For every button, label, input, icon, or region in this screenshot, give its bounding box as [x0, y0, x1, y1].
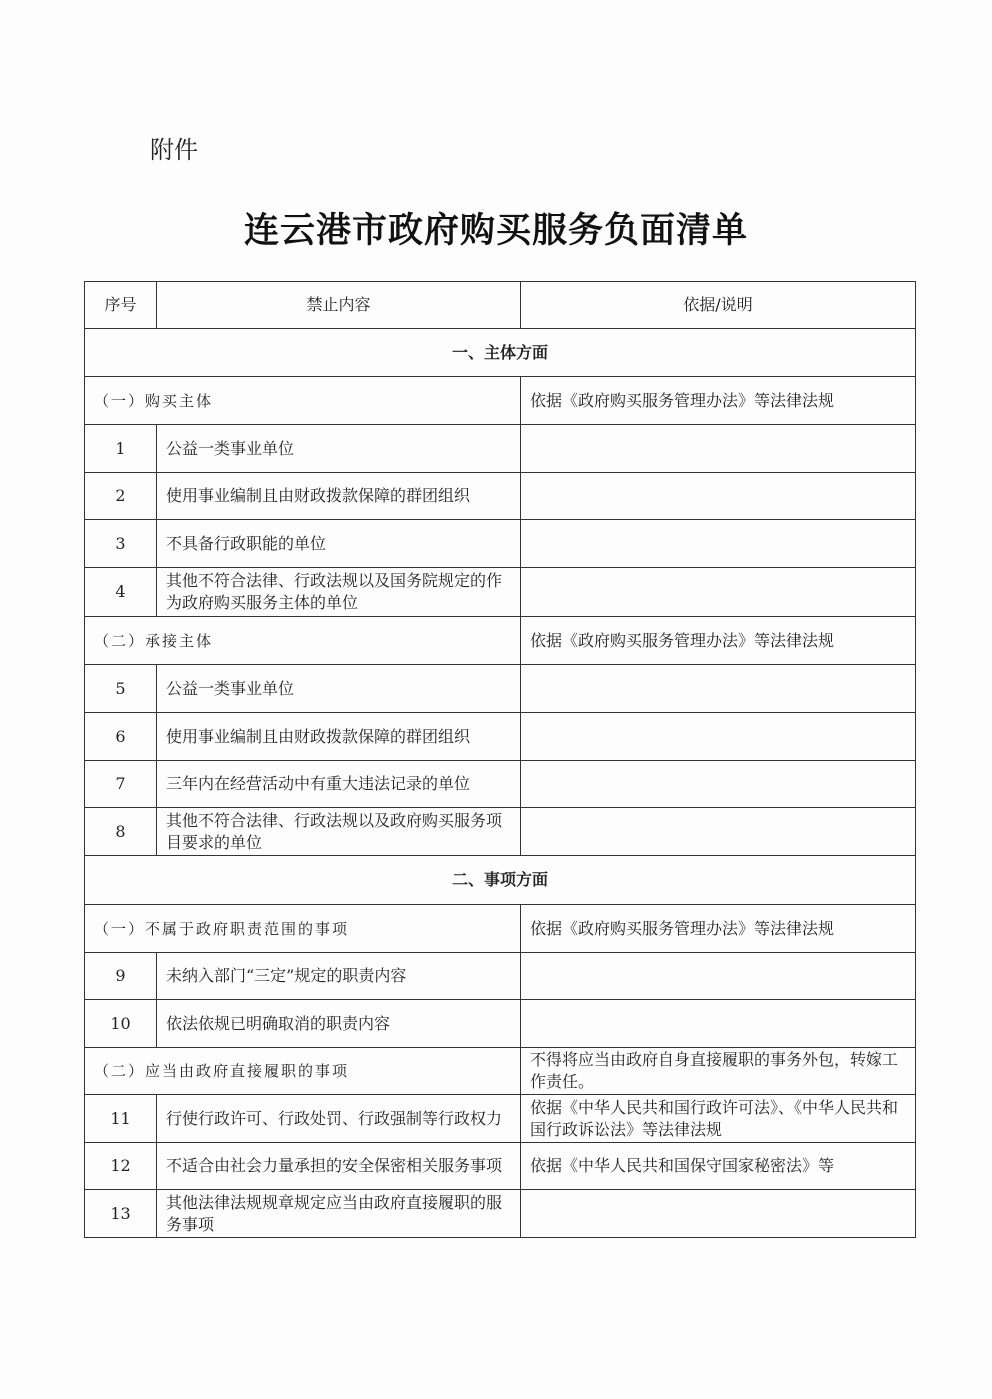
- table-row: [85, 1143, 916, 1190]
- row-content: 公益一类事业单位: [157, 665, 521, 713]
- group-basis: 依据《政府购买服务管理办法》等法律法规: [521, 617, 916, 665]
- group-basis: 依据《政府购买服务管理办法》等法律法规: [521, 377, 916, 425]
- row-content: 不适合由社会力量承担的安全保密相关服务事项: [157, 1143, 521, 1190]
- row-basis: [521, 1000, 916, 1048]
- row-number: 4: [85, 568, 157, 617]
- group-label: （二）承接主体: [85, 617, 521, 665]
- row-number: 13: [85, 1190, 157, 1238]
- group-row: [85, 377, 916, 425]
- table-row: [85, 665, 916, 713]
- column-header-number: 序号: [85, 282, 157, 329]
- table-row: [85, 808, 916, 856]
- section-row: [85, 329, 916, 377]
- row-number: 7: [85, 761, 157, 808]
- table-row: [85, 761, 916, 808]
- row-content: 依法依规已明确取消的职责内容: [157, 1000, 521, 1048]
- row-basis: [521, 761, 916, 808]
- row-content: 其他法律法规规章规定应当由政府直接履职的服务事项: [157, 1190, 521, 1238]
- column-header-basis: 依据/说明: [521, 282, 916, 329]
- row-basis: [521, 665, 916, 713]
- row-number: 6: [85, 713, 157, 761]
- table-row: [85, 473, 916, 520]
- row-content: 行使行政许可、行政处罚、行政强制等行政权力: [157, 1095, 521, 1143]
- group-label: （一）不属于政府职责范围的事项: [85, 905, 521, 953]
- row-content: 其他不符合法律、行政法规以及政府购买服务项目要求的单位: [157, 808, 521, 856]
- row-basis: [521, 808, 916, 856]
- row-number: 3: [85, 520, 157, 568]
- table-header-row: [85, 282, 916, 329]
- row-basis: [521, 568, 916, 617]
- row-number: 5: [85, 665, 157, 713]
- table-row: [85, 520, 916, 568]
- group-row: [85, 905, 916, 953]
- row-basis: [521, 1190, 916, 1238]
- group-row: [85, 1048, 916, 1095]
- column-header-content: 禁止内容: [157, 282, 521, 329]
- section-heading: 一、主体方面: [85, 329, 916, 377]
- section-row: [85, 856, 916, 905]
- row-number: 8: [85, 808, 157, 856]
- row-basis: [521, 953, 916, 1000]
- row-number: 10: [85, 1000, 157, 1048]
- group-basis: 依据《政府购买服务管理办法》等法律法规: [521, 905, 916, 953]
- row-basis: [521, 713, 916, 761]
- table-row: [85, 1095, 916, 1143]
- document-title: 连云港市政府购买服务负面清单: [243, 210, 748, 251]
- row-basis: 依据《中华人民共和国行政许可法》、《中华人民共和国行政诉讼法》等法律法规: [521, 1095, 916, 1143]
- group-basis: 不得将应当由政府自身直接履职的事务外包，转嫁工作责任。: [521, 1048, 916, 1095]
- row-number: 2: [85, 473, 157, 520]
- group-row: [85, 617, 916, 665]
- row-basis: [521, 425, 916, 473]
- row-basis: [521, 520, 916, 568]
- row-content: 其他不符合法律、行政法规以及国务院规定的作为政府购买服务主体的单位: [157, 568, 521, 617]
- row-number: 1: [85, 425, 157, 473]
- table-row: [85, 1000, 916, 1048]
- row-basis: [521, 473, 916, 520]
- section-heading: 二、事项方面: [85, 856, 916, 905]
- row-number: 12: [85, 1143, 157, 1190]
- row-number: 11: [85, 1095, 157, 1143]
- row-content: 使用事业编制且由财政拨款保障的群团组织: [157, 713, 521, 761]
- negative-list-table: [84, 281, 916, 1238]
- row-number: 9: [85, 953, 157, 1000]
- table-row: [85, 953, 916, 1000]
- row-content: 不具备行政职能的单位: [157, 520, 521, 568]
- table-row: [85, 425, 916, 473]
- group-label: （一）购买主体: [85, 377, 521, 425]
- attachment-label: 附件: [150, 136, 198, 164]
- table-row: [85, 1190, 916, 1238]
- row-content: 三年内在经营活动中有重大违法记录的单位: [157, 761, 521, 808]
- group-label: （二）应当由政府直接履职的事项: [85, 1048, 521, 1095]
- table-row: [85, 713, 916, 761]
- row-basis: 依据《中华人民共和国保守国家秘密法》等: [521, 1143, 916, 1190]
- row-content: 公益一类事业单位: [157, 425, 521, 473]
- row-content: 使用事业编制且由财政拨款保障的群团组织: [157, 473, 521, 520]
- row-content: 未纳入部门“三定”规定的职责内容: [157, 953, 521, 1000]
- table-row: [85, 568, 916, 617]
